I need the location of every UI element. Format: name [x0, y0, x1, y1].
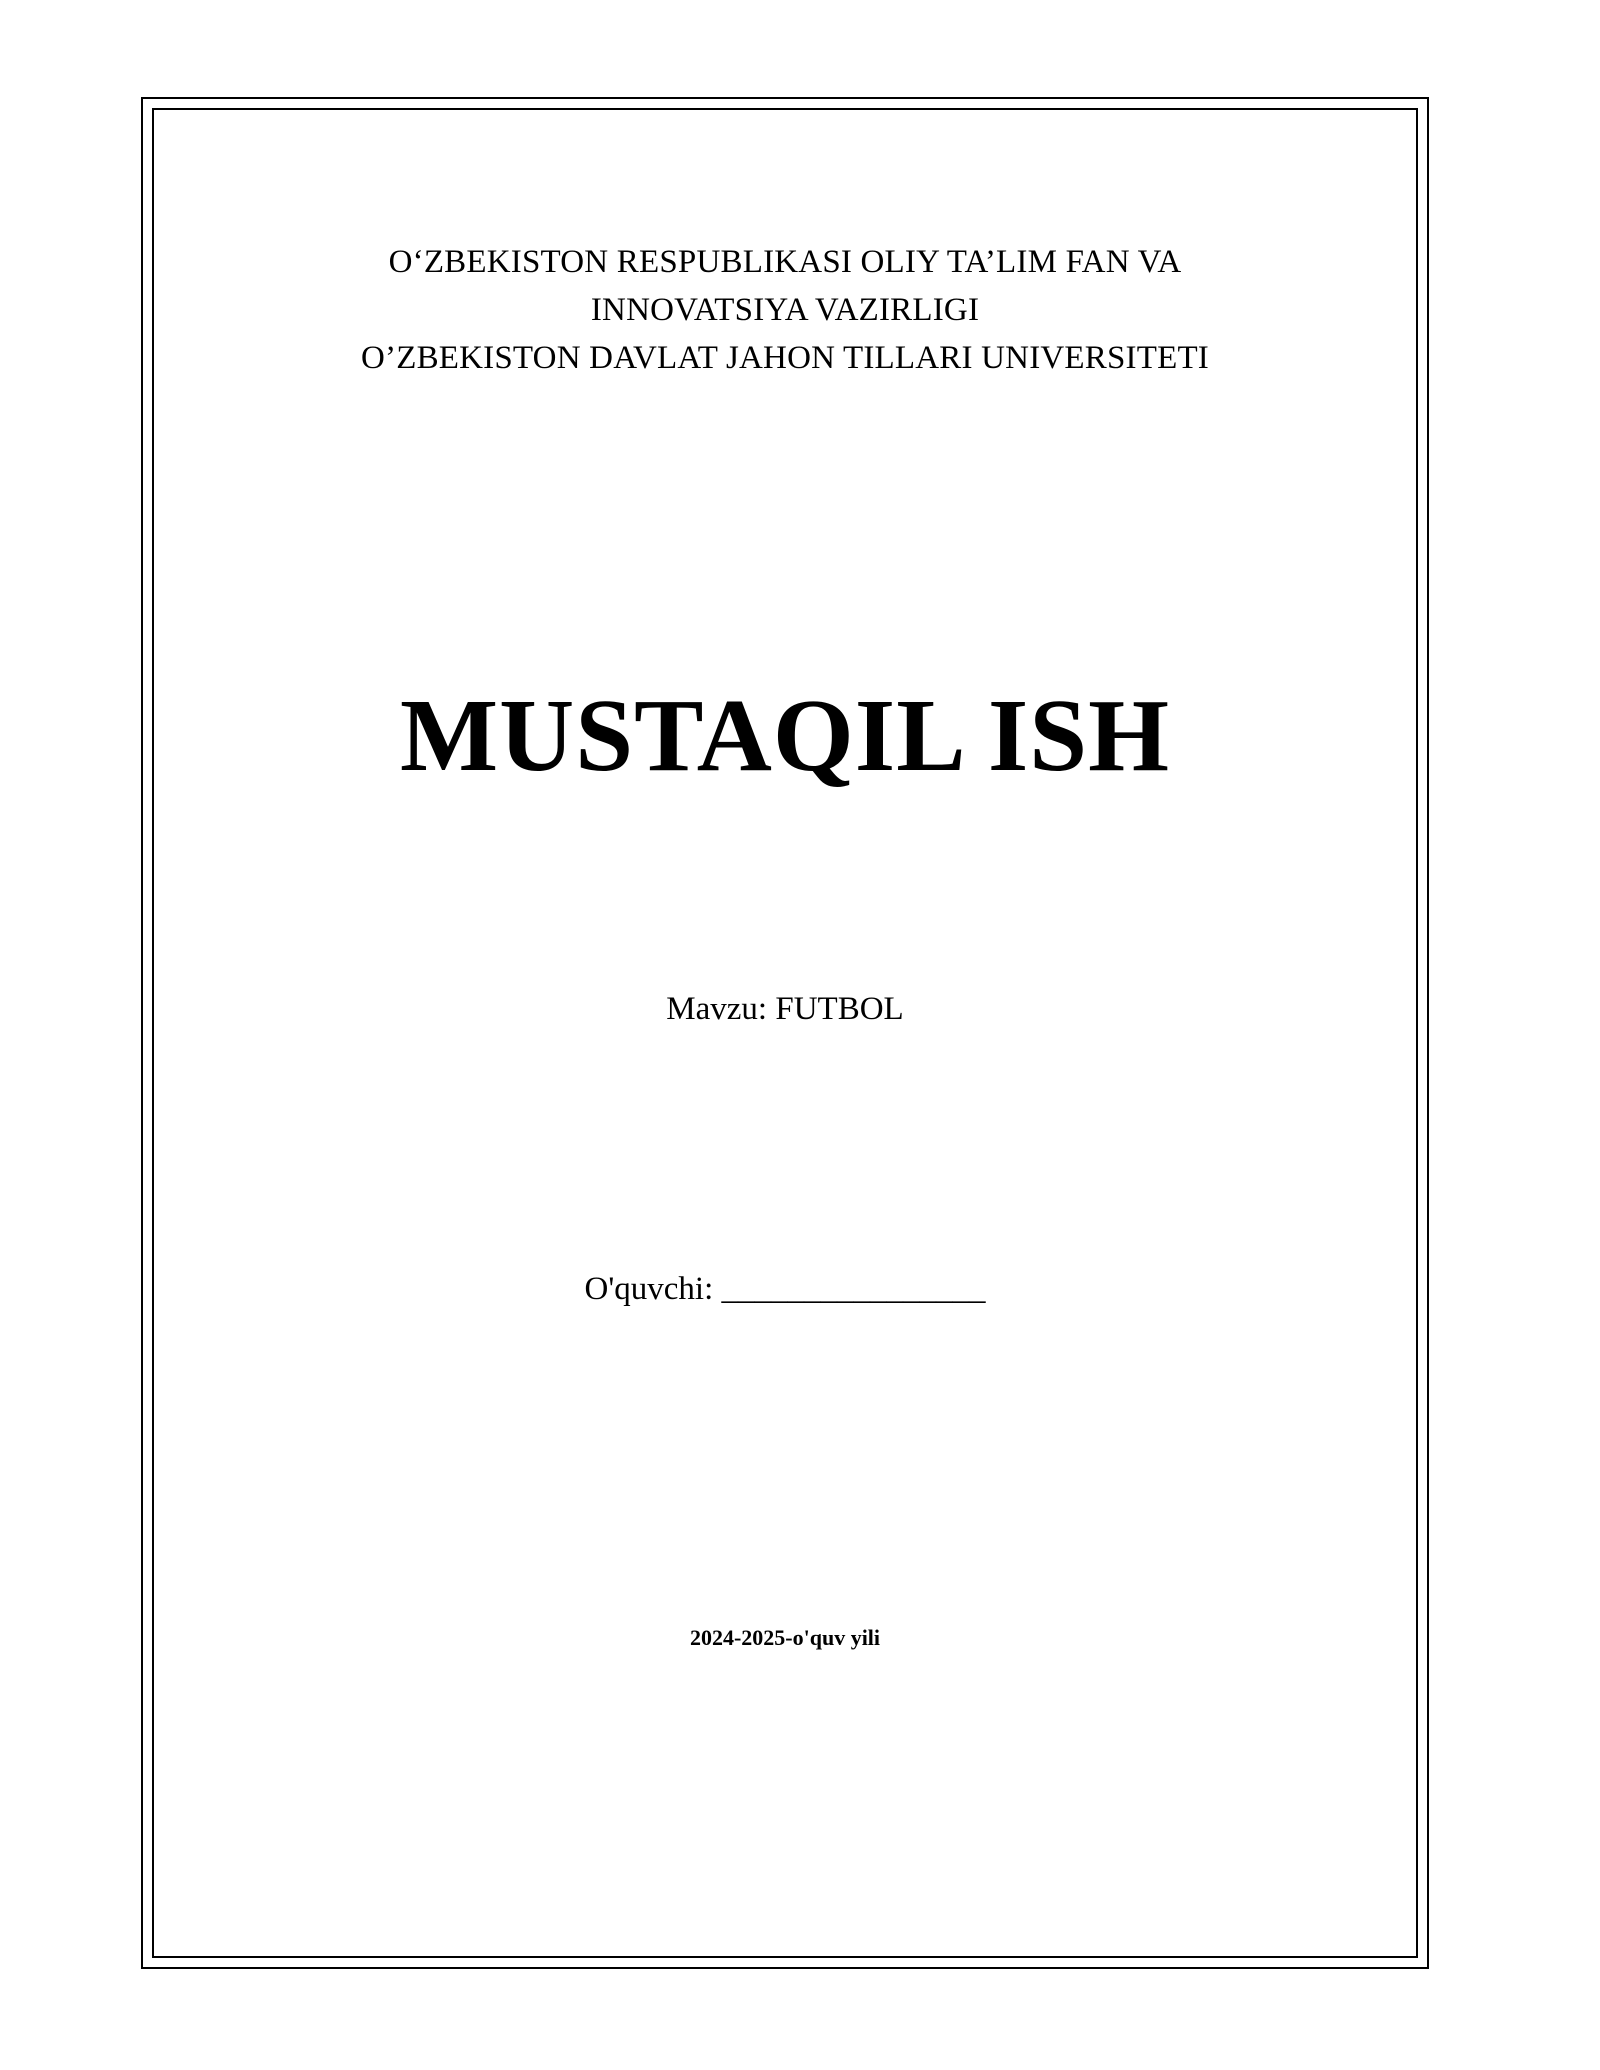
academic-year-label: 2024-2025-o'quv yili [689, 1625, 881, 1650]
cover-content [152, 108, 1418, 1958]
ministry-line-3: O’ZBEKISTON DAVLAT JAHON TILLARI UNIVERSITETI [360, 340, 1209, 376]
subject-label: Mavzu: FUTBOL [666, 991, 904, 1027]
ministry-line-2: INNOVATSIYA VAZIRLIGI [590, 292, 980, 328]
ministry-heading [152, 238, 1418, 382]
page-title: MUSTAQIL ISH [399, 678, 1171, 793]
student-name-field: O'quvchi: ________________ [584, 1271, 986, 1307]
ministry-line-1: O‘ZBEKISTON RESPUBLIKASI OLIY TA’LIM FAN VA [388, 244, 1182, 280]
